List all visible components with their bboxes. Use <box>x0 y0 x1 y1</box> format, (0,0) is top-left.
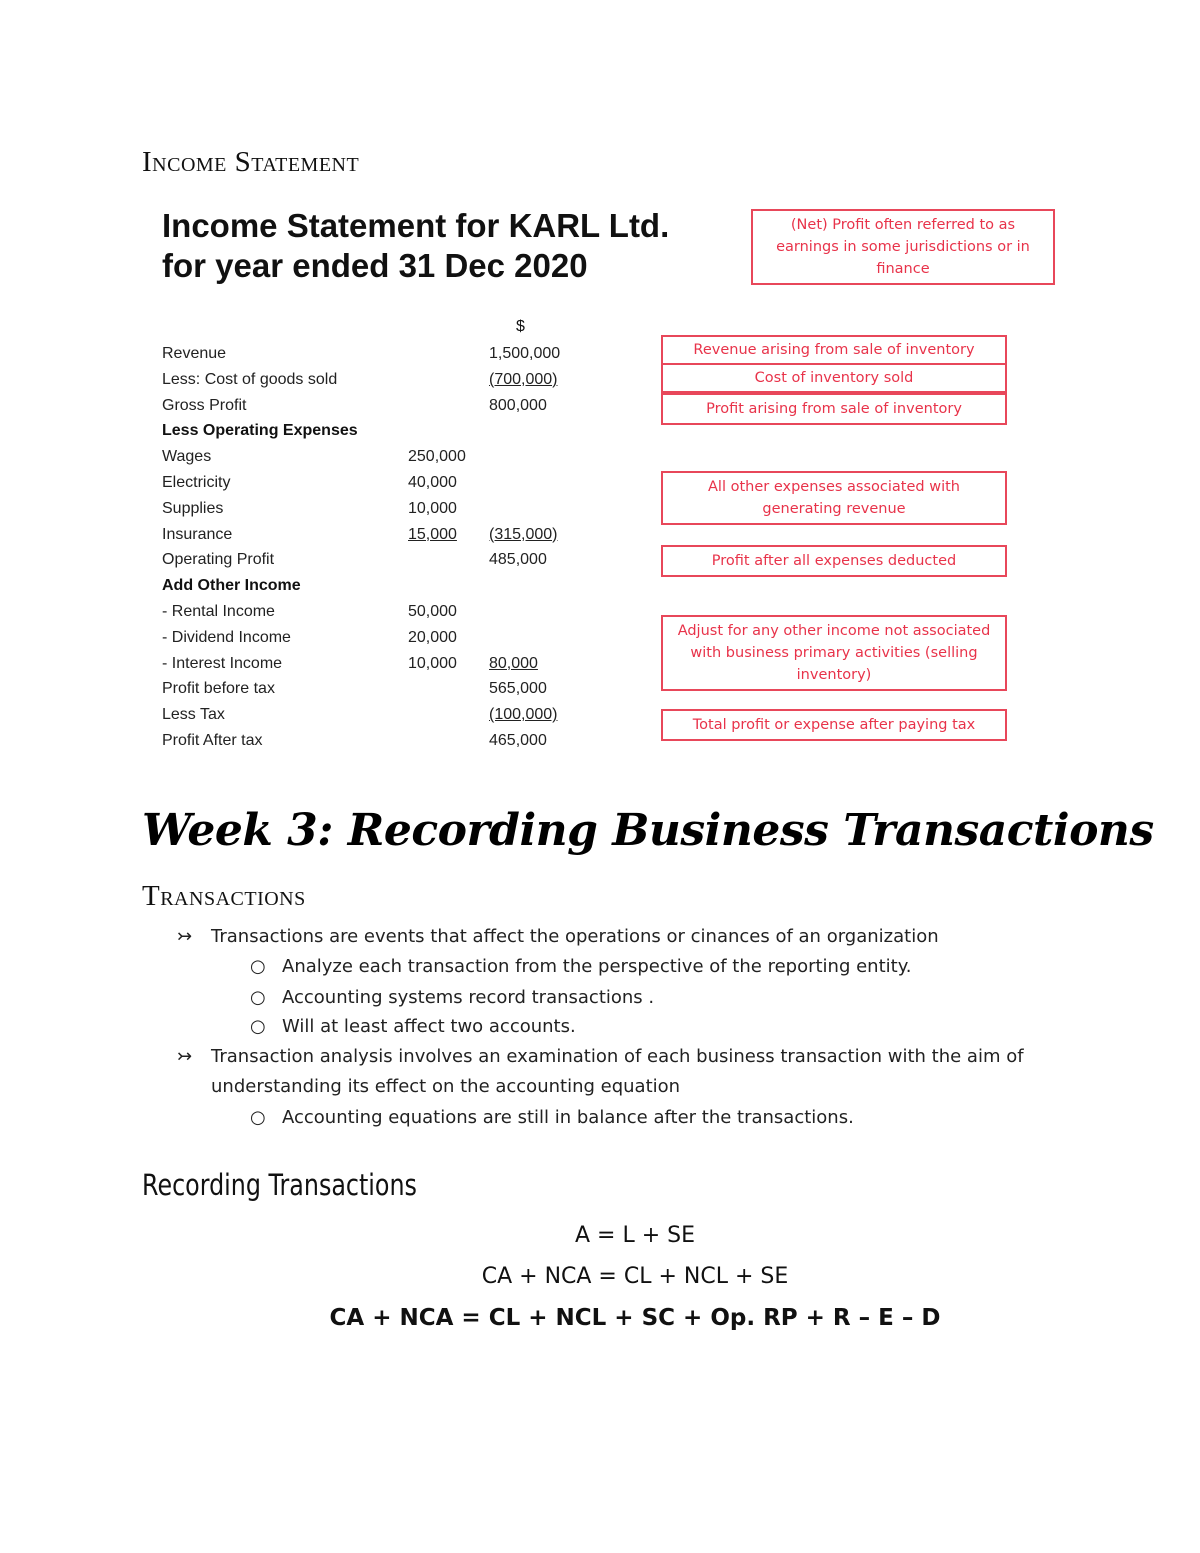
row-subtotal-value: 50,000 <box>408 603 457 620</box>
row-label: Gross Profit <box>162 396 247 414</box>
statement-row <box>0 702 660 728</box>
equation-basic: A = L + SE <box>574 1223 695 1248</box>
bullet-text-line2: understanding its effect on the accounting equation <box>211 1076 681 1097</box>
bullet-two-accounts <box>250 1012 576 1042</box>
statement-row <box>0 522 660 548</box>
note-operating-profit: Profit after all expenses deducted <box>661 545 1007 577</box>
statement-row <box>0 547 660 573</box>
recording-transactions-heading: Recording Transactions <box>142 1168 417 1202</box>
row-total-value: 485,000 <box>489 551 547 569</box>
bullet-transactions-definition <box>177 922 939 952</box>
row-total-value: 1,500,000 <box>489 345 561 362</box>
statement-row <box>0 599 660 625</box>
statement-row <box>0 470 660 496</box>
row-total-value: (700,000) <box>489 370 558 388</box>
row-label: Wages <box>162 448 212 466</box>
statement-row <box>0 625 660 651</box>
statement-row <box>0 418 660 444</box>
equation-expanded: CA + NCA = CL + NCL + SE <box>481 1264 789 1289</box>
section-heading-income-statement: Income Statement <box>142 146 360 178</box>
row-label: Profit After tax <box>162 732 263 749</box>
bullet-analyze <box>250 952 912 982</box>
row-subtotal-value: 10,000 <box>408 654 457 672</box>
statement-title-line1: Income Statement for KARL Ltd. <box>162 207 670 244</box>
arrow-bullet-icon: ↣ <box>177 926 193 947</box>
note-gross-profit: Profit arising from sale of inventory <box>661 393 1007 425</box>
row-label: Supplies <box>162 499 224 517</box>
row-label: Less Tax <box>162 706 225 724</box>
bullet-record <box>250 983 655 1013</box>
bullet-text-line1: Transaction analysis involves an examination of each business transaction with the aim of <box>211 1046 1024 1067</box>
row-label: - Dividend Income <box>162 628 291 646</box>
week-title: Week 3: Recording Business Transactions <box>142 805 1154 856</box>
statement-row <box>0 651 660 677</box>
statement-row <box>0 573 660 599</box>
row-label: Less Operating Expenses <box>162 422 358 440</box>
row-label: - Rental Income <box>162 603 275 620</box>
row-total-value: (315,000) <box>489 525 558 543</box>
bullet-text: Transactions are events that affect the operations or cinances of an organization <box>211 926 939 947</box>
circle-bullet-icon: ○ <box>250 1016 266 1037</box>
row-label: Revenue <box>162 345 227 362</box>
note-cogs: Cost of inventory sold <box>661 363 1007 393</box>
statement-row <box>0 444 660 470</box>
bullet-balance <box>250 1103 854 1133</box>
row-subtotal-value: 40,000 <box>408 474 457 491</box>
row-total-value: 800,000 <box>489 396 547 414</box>
statement-title-line2: for year ended 31 Dec 2020 <box>162 247 588 284</box>
row-total-value: 465,000 <box>489 732 547 749</box>
row-label: Insurance <box>162 525 233 543</box>
note-revenue: Revenue arising from sale of inventory <box>661 335 1007 365</box>
bullet-text: Will at least affect two accounts. <box>282 1016 576 1037</box>
note-other-expenses: All other expenses associated with generating revenue <box>661 471 1007 525</box>
row-label: Less: Cost of goods sold <box>162 370 338 388</box>
row-total-value: 80,000 <box>489 654 538 672</box>
statement-row <box>0 393 660 419</box>
bullet-text: Analyze each transaction from the perspective of the reporting entity. <box>282 956 912 977</box>
row-label: - Interest Income <box>162 654 283 672</box>
row-subtotal-value: 10,000 <box>408 499 457 517</box>
statement-row <box>0 341 660 367</box>
statement-title <box>162 206 669 286</box>
currency-header: $ <box>516 318 525 335</box>
note-net-profit: (Net) Profit often referred to as earnings in some jurisdictions or in finance <box>751 209 1055 285</box>
bullet-text: Accounting equations are still in balance after the transactions. <box>282 1107 854 1128</box>
statement-row <box>0 367 660 393</box>
arrow-bullet-icon: ↣ <box>177 1046 193 1067</box>
circle-bullet-icon: ○ <box>250 956 266 977</box>
circle-bullet-icon: ○ <box>250 1107 266 1128</box>
row-total-value: 565,000 <box>489 680 547 698</box>
row-subtotal-value: 20,000 <box>408 628 457 646</box>
bullet-text: Accounting systems record transactions . <box>282 987 655 1008</box>
row-label: Profit before tax <box>162 680 275 698</box>
statement-row <box>0 676 660 702</box>
equation-full: CA + NCA = CL + NCL + SC + Op. RP + R – E – D <box>329 1305 941 1331</box>
row-label: Operating Profit <box>162 551 275 569</box>
row-total-value: (100,000) <box>489 706 558 724</box>
row-label: Add Other Income <box>162 577 301 595</box>
bullet-transaction-analysis <box>177 1042 1024 1102</box>
circle-bullet-icon: ○ <box>250 987 266 1008</box>
row-subtotal-value: 250,000 <box>408 448 466 466</box>
statement-row <box>0 496 660 522</box>
row-label: Electricity <box>162 474 231 491</box>
note-other-income: Adjust for any other income not associated with business primary activities (selling inventory) <box>661 615 1007 691</box>
note-after-tax: Total profit or expense after paying tax <box>661 709 1007 741</box>
row-subtotal-value: 15,000 <box>408 525 457 543</box>
section-heading-transactions: Transactions <box>142 880 306 912</box>
statement-row <box>0 728 660 754</box>
